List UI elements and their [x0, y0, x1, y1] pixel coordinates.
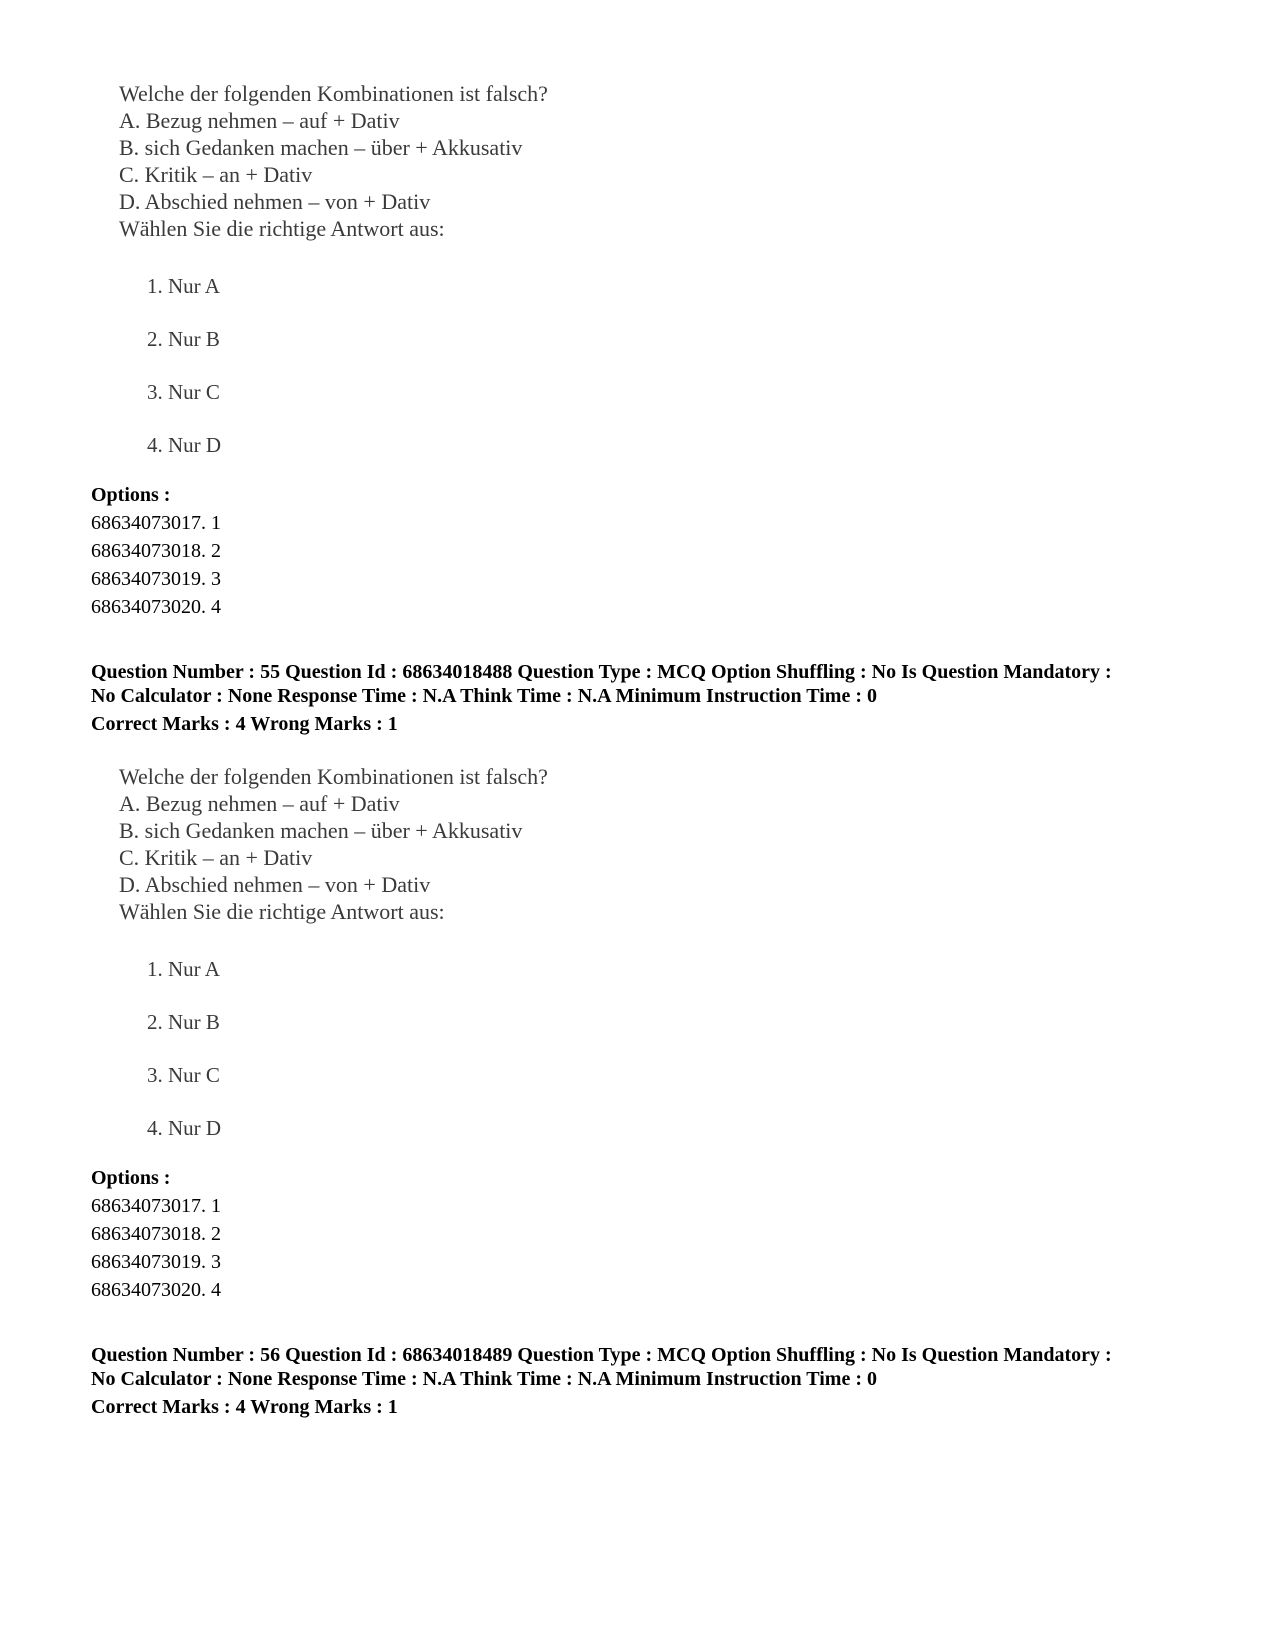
question-line: Welche der folgenden Kombinationen ist falsch? — [119, 81, 548, 106]
answer-choice: 4. Nur D — [147, 1116, 222, 1140]
option-item: 68634073019. 3 — [91, 1251, 221, 1273]
answer-choice: 4. Nur D — [147, 433, 222, 457]
option-item: 68634073019. 3 — [91, 568, 221, 590]
answer-choice: 1. Nur A — [147, 957, 220, 981]
question-line: B. sich Gedanken machen – über + Akkusativ — [119, 818, 523, 843]
answer-choice: 1. Nur A — [147, 274, 220, 298]
option-item: 68634073020. 4 — [91, 1279, 221, 1301]
marks-line: Correct Marks : 4 Wrong Marks : 1 — [91, 713, 398, 735]
option-item: 68634073017. 1 — [91, 1195, 221, 1217]
question-header: Question Number : 56 Question Id : 68634018489 Question Type : MCQ Option Shuffling : No Is Question Mandatory : — [91, 1344, 1112, 1366]
question-line: D. Abschied nehmen – von + Dativ — [119, 189, 431, 214]
question-header: Question Number : 55 Question Id : 68634018488 Question Type : MCQ Option Shuffling : No Is Question Mandatory : — [91, 661, 1112, 683]
question-line: Wählen Sie die richtige Antwort aus: — [119, 216, 445, 241]
question-line: C. Kritik – an + Dativ — [119, 162, 313, 187]
option-item: 68634073017. 1 — [91, 512, 221, 534]
marks-line: Correct Marks : 4 Wrong Marks : 1 — [91, 1396, 398, 1418]
options-label: Options : — [91, 1167, 171, 1189]
question-line: A. Bezug nehmen – auf + Dativ — [119, 108, 400, 133]
question-line: C. Kritik – an + Dativ — [119, 845, 313, 870]
answer-choice: 3. Nur C — [147, 1063, 220, 1087]
question-line: D. Abschied nehmen – von + Dativ — [119, 872, 431, 897]
question-header: No Calculator : None Response Time : N.A Think Time : N.A Minimum Instruction Time : 0 — [91, 1368, 877, 1390]
option-item: 68634073018. 2 — [91, 1223, 221, 1245]
question-line: A. Bezug nehmen – auf + Dativ — [119, 791, 400, 816]
answer-choice: 2. Nur B — [147, 1010, 220, 1034]
option-item: 68634073018. 2 — [91, 540, 221, 562]
question-header: No Calculator : None Response Time : N.A Think Time : N.A Minimum Instruction Time : 0 — [91, 685, 877, 707]
question-line: Welche der folgenden Kombinationen ist falsch? — [119, 764, 548, 789]
answer-choice: 2. Nur B — [147, 327, 220, 351]
answer-choice: 3. Nur C — [147, 380, 220, 404]
options-label: Options : — [91, 484, 171, 506]
option-item: 68634073020. 4 — [91, 596, 221, 618]
question-line: B. sich Gedanken machen – über + Akkusativ — [119, 135, 523, 160]
question-line: Wählen Sie die richtige Antwort aus: — [119, 899, 445, 924]
